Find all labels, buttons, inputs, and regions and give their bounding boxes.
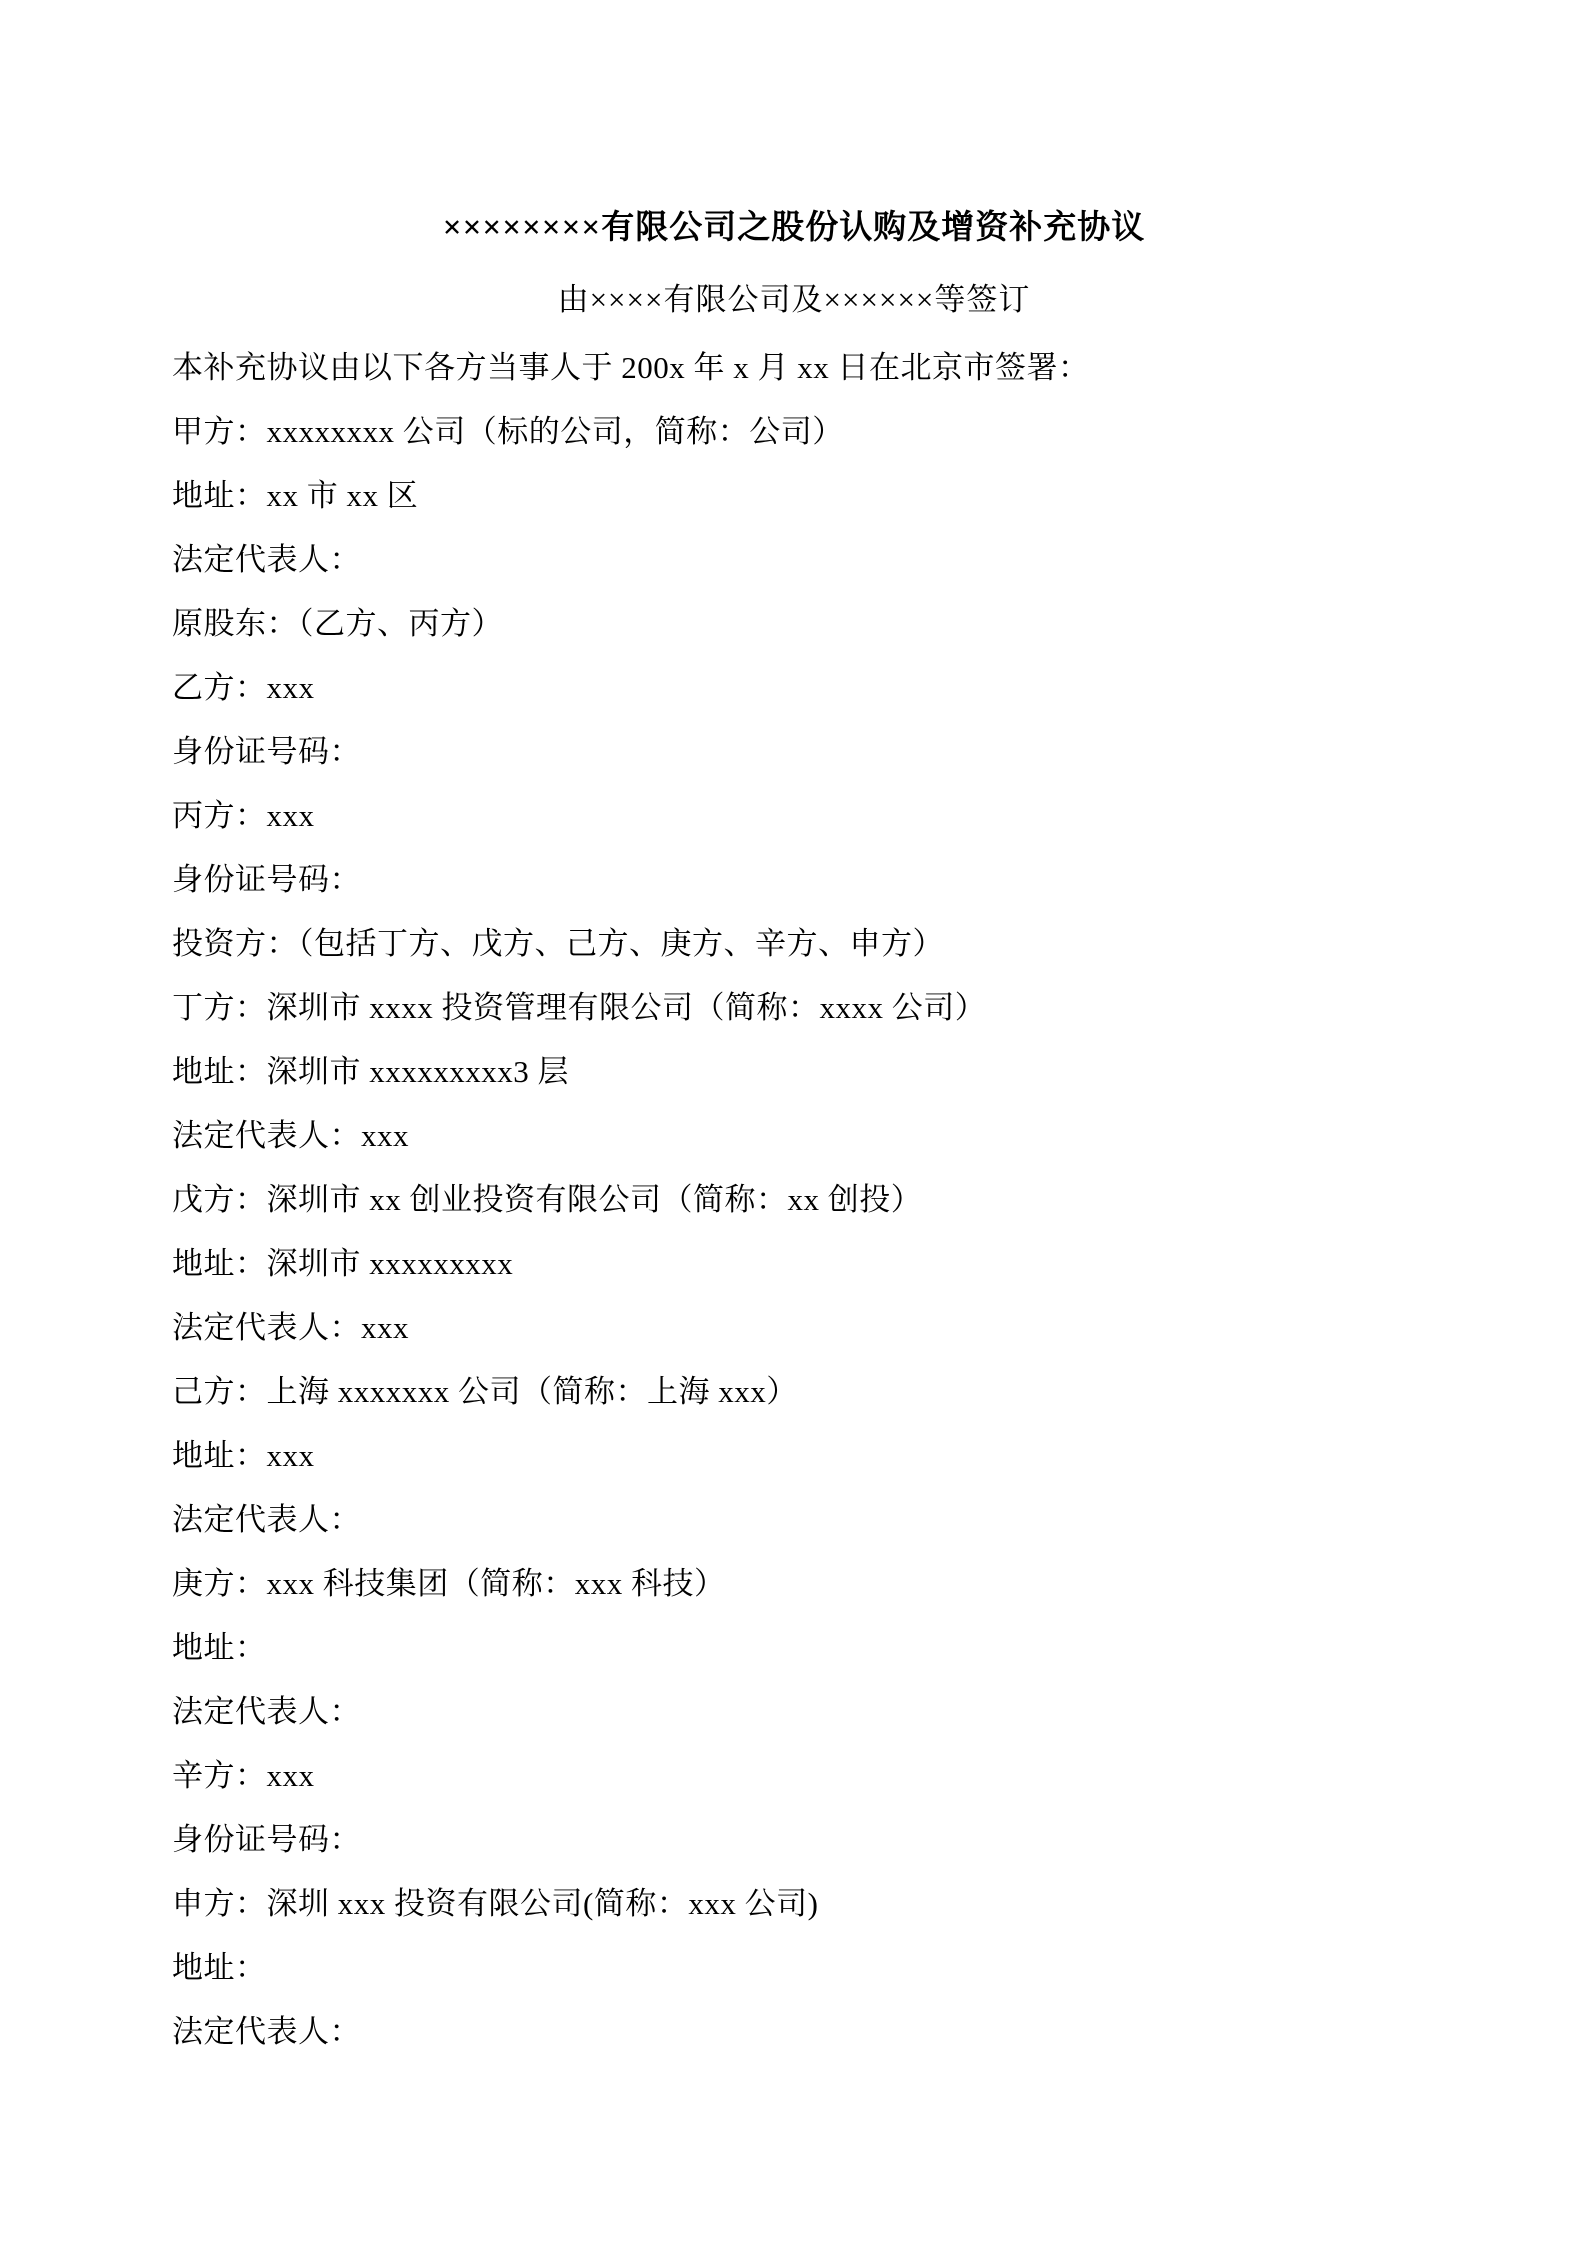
line-investors: 投资方：（包括丁方、戊方、己方、庚方、辛方、申方） (172, 926, 944, 961)
line-address: 地址：深圳市 xxxxxxxxx3 层 (172, 1054, 569, 1089)
line-id-number: 身份证号码： (172, 1822, 361, 1857)
line-party-g: 庚方：xxx 科技集团（简称：xxx 科技） (172, 1566, 726, 1601)
line-legal-representative: 法定代表人： (172, 1502, 361, 1537)
line-address: 地址：xx 市 xx 区 (172, 478, 419, 513)
document-subtitle: 由××××有限公司及××××××等签订 (557, 282, 1031, 317)
line-signing-statement: 本补充协议由以下各方当事人于 200x 年 x 月 xx 日在北京市签署： (172, 350, 1090, 385)
document-title: ××××××××有限公司之股份认购及增资补充协议 (442, 210, 1146, 246)
line-address: 地址： (172, 1950, 267, 1985)
line-id-number: 身份证号码： (172, 862, 361, 897)
line-party-i: 申方：深圳 xxx 投资有限公司(简称：xxx 公司) (172, 1886, 819, 1921)
line-party-a: 甲方：xxxxxxxx 公司（标的公司，简称：公司） (172, 414, 844, 449)
line-address: 地址： (172, 1630, 267, 1665)
line-party-d: 丁方：深圳市 xxxx 投资管理有限公司（简称：xxxx 公司） (172, 990, 987, 1025)
line-party-e: 戊方：深圳市 xx 创业投资有限公司（简称：xx 创投） (172, 1182, 923, 1217)
line-legal-representative: 法定代表人：xxx (172, 1118, 409, 1153)
line-legal-representative: 法定代表人： (172, 2014, 361, 2049)
line-party-c: 丙方：xxx (172, 798, 315, 833)
line-party-b: 乙方：xxx (172, 670, 315, 705)
line-legal-representative: 法定代表人： (172, 542, 361, 577)
line-id-number: 身份证号码： (172, 734, 361, 769)
line-address: 地址：xxx (172, 1438, 315, 1473)
line-party-h: 辛方：xxx (172, 1758, 315, 1793)
line-address: 地址：深圳市 xxxxxxxxx (172, 1246, 514, 1281)
line-original-shareholders: 原股东：（乙方、丙方） (172, 606, 503, 641)
line-legal-representative: 法定代表人： (172, 1694, 361, 1729)
line-legal-representative: 法定代表人：xxx (172, 1310, 409, 1345)
line-party-f: 己方：上海 xxxxxxx 公司（简称：上海 xxx） (172, 1374, 798, 1409)
